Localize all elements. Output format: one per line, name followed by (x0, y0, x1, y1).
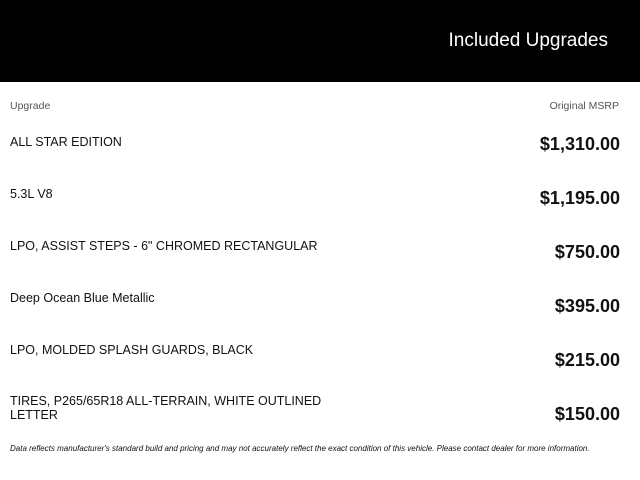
upgrade-price: $1,195.00 (539, 188, 620, 208)
page-title: Included Upgrades (448, 30, 608, 51)
upgrade-name: 5.3L V8 (10, 187, 53, 201)
upgrade-name: ALL STAR EDITION (10, 135, 122, 149)
upgrade-price: $395.00 (554, 296, 620, 316)
upgrade-name: LPO, MOLDED SPLASH GUARDS, BLACK (10, 343, 254, 357)
upgrade-price: $750.00 (554, 242, 620, 262)
upgrade-price: $215.00 (554, 350, 620, 370)
disclaimer-text: Data reflects manufacturer's standard build and pricing and may not accurately reflect the exact condition of this vehicle. Please contact dealer for more information. (10, 444, 590, 453)
upgrade-price: $150.00 (554, 404, 620, 424)
upgrade-name: Deep Ocean Blue Metallic (10, 291, 155, 305)
upgrade-name: TIRES, P265/65R18 ALL-TERRAIN, WHITE OUTLINED LETTER (10, 394, 322, 422)
upgrade-price: $1,310.00 (539, 134, 620, 154)
header-bar (0, 0, 640, 82)
column-header-msrp: Original MSRP (549, 100, 619, 112)
column-header-upgrade: Upgrade (10, 100, 51, 112)
upgrade-name: LPO, ASSIST STEPS - 6" CHROMED RECTANGULAR (10, 239, 318, 253)
